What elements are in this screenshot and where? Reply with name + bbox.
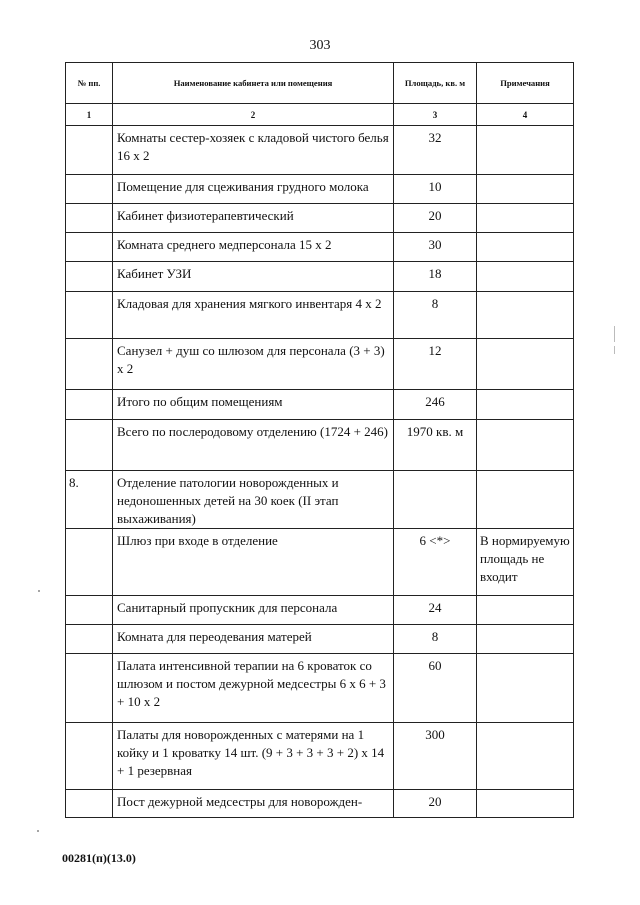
room-note [477,204,573,207]
room-area: 18 [428,266,442,281]
room-area: 6 <*> [419,533,451,548]
room-area: 20 [428,208,442,223]
room-note-cell [477,420,574,471]
room-name: Кабинет физиотерапевтический [117,208,294,223]
page-number: 303 [309,38,331,53]
room-name: Палаты для новорожденных с матерями на 1 койку и 1 кроватку 14 шт. (9 + 3 + 3 + 3 + 2) х 14 + 1 резервная [117,727,385,778]
room-area-cell [394,625,477,654]
room-note-cell [477,292,574,339]
room-area-cell [394,204,477,233]
column-index: 2 [113,104,394,126]
row-number [66,175,112,178]
column-index: 4 [477,104,574,126]
room-name: Санитарный пропускник для персонала [117,600,338,615]
room-note-cell [477,262,574,292]
document-code: 00281(п)(13.0) [62,851,136,865]
column-index: 1 [66,104,113,126]
room-name-cell [113,339,394,390]
table-row [66,529,574,596]
room-name-cell [113,390,394,420]
room-area-cell [394,471,477,529]
scan-artifact [38,590,40,592]
room-name: Всего по послеродовому отделению (1724 + 246) [117,424,389,439]
room-area-cell [394,654,477,723]
row-number-cell [66,654,113,723]
room-name: Комнаты сестер-хозяек с кладовой чистого белья 16 х 2 [117,130,389,163]
row-number [66,723,112,726]
room-note [477,175,573,178]
room-note: В нормируемую площадь не входит [480,533,570,584]
room-note [477,233,573,236]
room-area [394,471,476,474]
header-note: Примечания [477,63,574,104]
room-name: Санузел + душ со шлюзом для персонала (3 + 3) х 2 [117,343,385,376]
room-area: 30 [428,237,442,252]
room-name-cell [113,175,394,204]
room-note [477,420,573,423]
room-note-cell [477,596,574,625]
table-row [66,790,574,818]
room-name-cell [113,126,394,175]
room-area-cell [394,723,477,790]
room-name: Комната для переодевания матерей [117,629,312,644]
room-name-cell [113,723,394,790]
row-number-cell [66,420,113,471]
room-name: Пост дежурной медсестры для новорожден- [117,794,363,809]
room-name: Кабинет УЗИ [117,266,192,281]
table-row [66,390,574,420]
room-note [477,654,573,657]
room-note [477,292,573,295]
row-number-cell [66,596,113,625]
room-name-cell [113,625,394,654]
room-area-cell [394,175,477,204]
rooms-table [65,62,574,818]
room-name-cell [113,471,394,529]
room-area-cell [394,420,477,471]
room-area: 1970 кв. м [406,424,464,439]
row-number [66,126,112,129]
room-area-cell [394,233,477,262]
row-number-cell [66,625,113,654]
table-row [66,175,574,204]
room-name: Итого по общим помещениям [117,394,283,409]
room-area-cell [394,262,477,292]
row-number [66,339,112,342]
room-area-cell [394,292,477,339]
row-number [66,292,112,295]
room-area: 300 [425,727,445,742]
row-number-cell [66,175,113,204]
room-name-cell [113,596,394,625]
header-num: № пп. [66,63,113,104]
row-number [66,233,112,236]
row-number-cell [66,790,113,818]
row-number-cell [66,126,113,175]
room-name: Комната среднего медперсонала 15 х 2 [117,237,332,252]
room-name-cell [113,292,394,339]
table-row [66,126,574,175]
row-number [66,420,112,423]
room-name: Кладовая для хранения мягкого инвентаря 4 х 2 [117,296,382,311]
room-note [477,625,573,628]
table-row [66,292,574,339]
room-area: 8 [431,629,439,644]
room-note [477,790,573,793]
room-name-cell [113,233,394,262]
room-area: 246 [425,394,445,409]
room-area: 12 [428,343,442,358]
scan-artifact [614,346,615,354]
header-name: Наименование кабинета или помещения [113,63,394,104]
room-note-cell [477,175,574,204]
room-name-cell [113,262,394,292]
room-name: Шлюз при входе в отделение [117,533,278,548]
room-name: Отделение патологии новорожденных и недоношенных детей на 30 коек (II этап выхаживания) [117,475,339,526]
row-number [66,596,112,599]
row-number-cell [66,529,113,596]
table-row [66,625,574,654]
row-number [66,204,112,207]
room-area-cell [394,596,477,625]
table-row [66,471,574,529]
row-number-cell [66,292,113,339]
row-number [66,529,112,532]
row-number-cell [66,471,113,529]
room-note-cell [477,204,574,233]
row-number-cell [66,233,113,262]
room-note-cell [477,390,574,420]
room-note-cell [477,126,574,175]
column-index: 3 [394,104,477,126]
room-note [477,126,573,129]
room-name-cell [113,204,394,233]
room-note [477,596,573,599]
room-note [477,471,573,474]
room-area: 24 [428,600,442,615]
room-note-cell [477,233,574,262]
scan-artifact [37,830,39,832]
room-area-cell [394,126,477,175]
room-note-cell [477,790,574,818]
room-note [477,723,573,726]
row-number [66,390,112,393]
table-row [66,420,574,471]
table-row [66,339,574,390]
room-name: Палата интенсивной терапии на 6 кроваток со шлюзом и постом дежурной медсестры 6 х 6 + 3 + 10 х 2 [117,658,386,709]
room-note-cell [477,625,574,654]
room-name: Помещение для сцеживания грудного молока [117,179,369,194]
row-number-cell [66,390,113,420]
room-note-cell [477,529,574,596]
column-index-row [66,104,574,126]
row-number [66,654,112,657]
room-note [477,262,573,265]
table-row [66,654,574,723]
table-row [66,262,574,292]
room-name-cell [113,654,394,723]
table-row [66,233,574,262]
row-number-cell [66,723,113,790]
room-area-cell [394,339,477,390]
room-note [477,390,573,393]
room-area: 32 [428,130,442,145]
table-row [66,204,574,233]
table-row [66,723,574,790]
row-number-cell [66,204,113,233]
room-note-cell [477,654,574,723]
table-header-row [66,63,574,104]
room-note-cell [477,723,574,790]
header-area: Площадь, кв. м [394,63,477,104]
row-number [66,790,112,793]
room-name-cell [113,790,394,818]
room-area: 10 [428,179,442,194]
row-number-cell [66,262,113,292]
room-note-cell [477,471,574,529]
table-row [66,596,574,625]
room-area-cell [394,790,477,818]
row-number [66,625,112,628]
scan-artifact [614,326,615,342]
room-area: 60 [428,658,442,673]
room-area-cell [394,390,477,420]
row-number-cell [66,339,113,390]
room-area: 20 [428,794,442,809]
room-area-cell [394,529,477,596]
row-number [66,262,112,265]
room-area: 8 [431,296,439,311]
row-number: 8. [69,475,79,490]
room-note-cell [477,339,574,390]
table-body [66,126,574,818]
room-name-cell [113,420,394,471]
room-name-cell [113,529,394,596]
room-note [477,339,573,342]
